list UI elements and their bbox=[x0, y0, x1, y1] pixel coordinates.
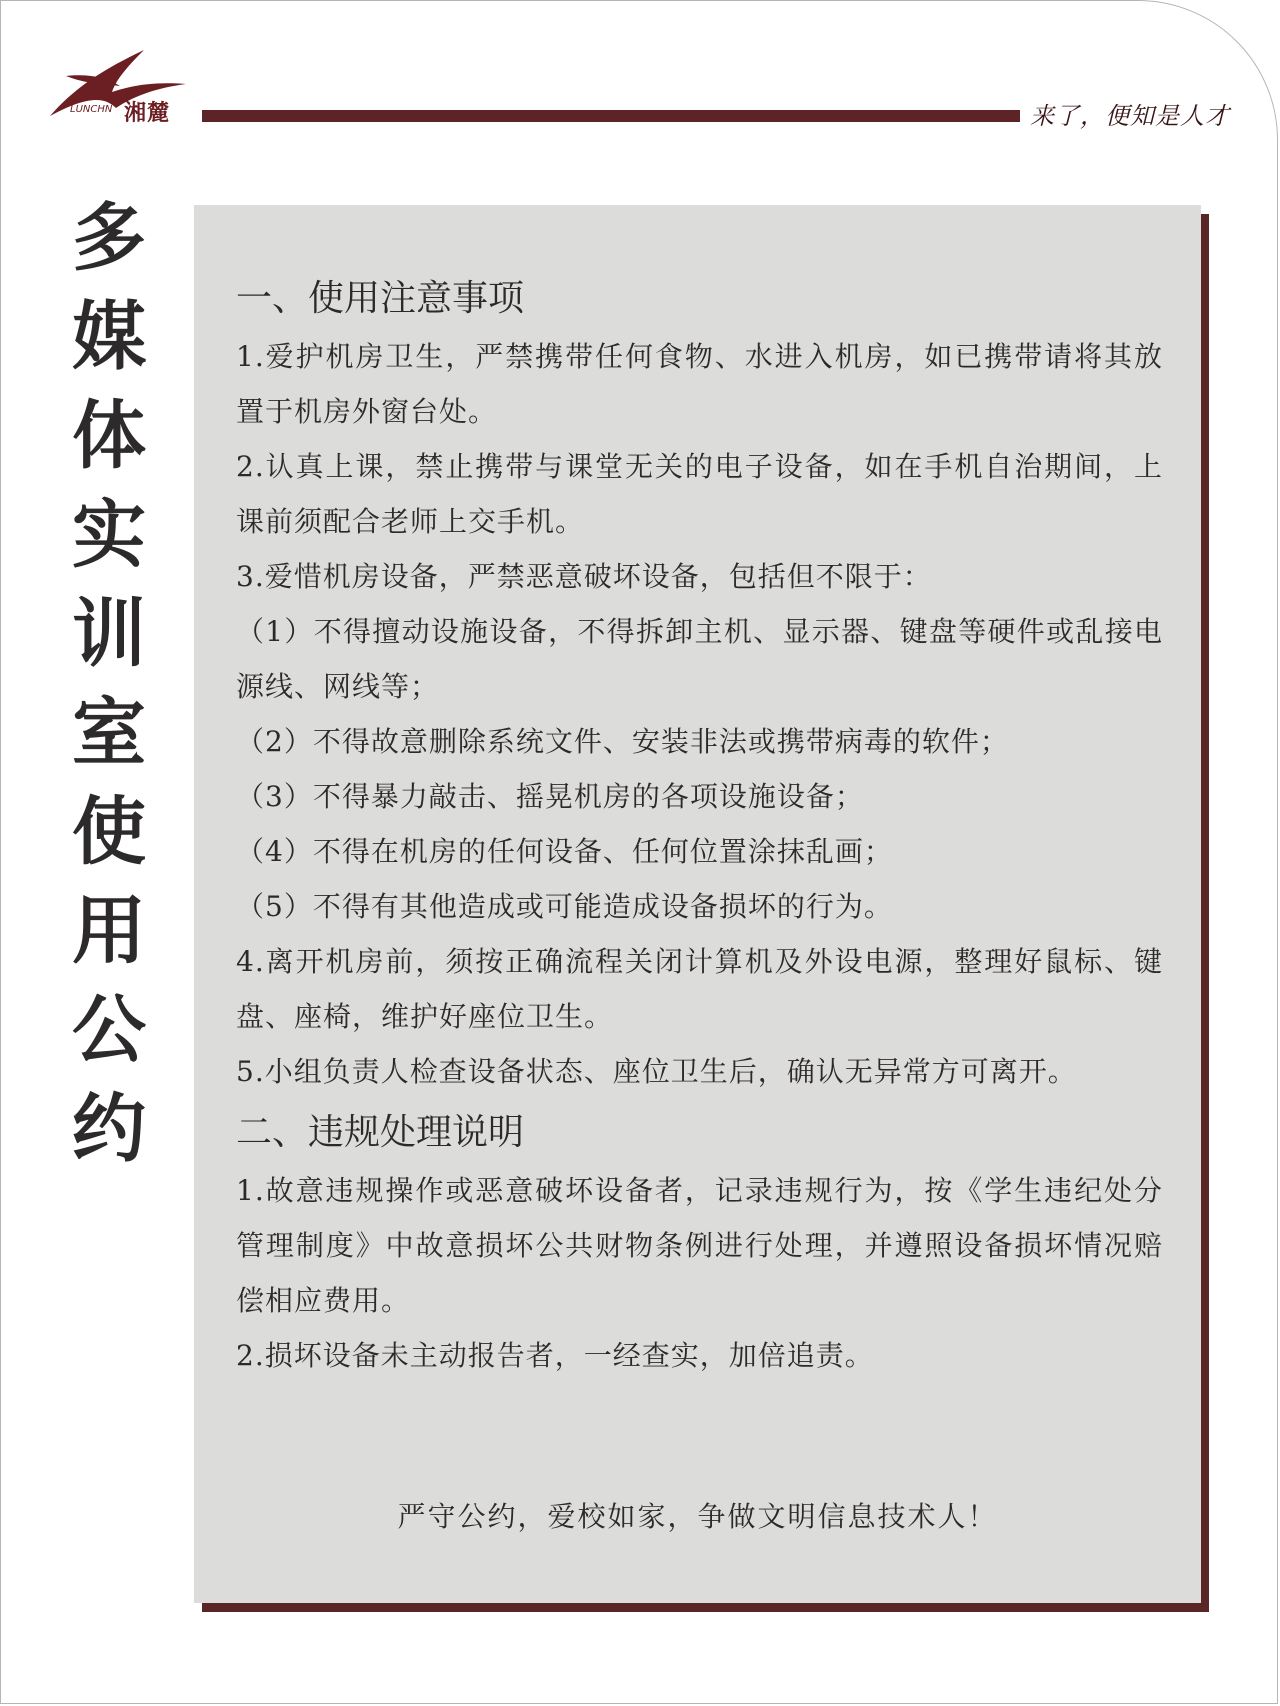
rule-subitem: （3）不得暴力敲击、摇晃机房的各项设施设备； bbox=[236, 780, 864, 813]
logo-chinese-text: 湘麓 bbox=[124, 101, 171, 126]
header-divider-bar bbox=[202, 110, 1020, 122]
rule-subitem: （5）不得有其他造成或可能造成设备损坏的行为。 bbox=[236, 890, 893, 923]
rule-subitem: （4）不得在机房的任何设备、任何位置涂抹乱画； bbox=[236, 835, 893, 868]
section-usage bbox=[236, 271, 1163, 1099]
rule-subitem: （1）不得擅动设施设备，不得拆卸主机、显示器、键盘等硬件或乱接电源线、网线等； bbox=[236, 615, 1163, 703]
logo-emblem-icon bbox=[46, 46, 196, 130]
school-logo bbox=[46, 46, 196, 130]
section-heading: 一、使用注意事项 bbox=[236, 278, 525, 319]
page-title: 多媒体实训室使用公约 bbox=[60, 198, 146, 1188]
header-slogan: 来了，便知是人才 bbox=[1030, 102, 1230, 130]
rule-item: 1.爱护机房卫生，严禁携带任何食物、水进入机房，如已携带请将其放置于机房外窗台处。 bbox=[236, 340, 1163, 428]
rule-item: 1.故意违规操作或恶意破坏设备者，记录违规行为，按《学生违纪处分管理制度》中故意损坏公共财物条例进行处理，并遵照设备损坏情况赔偿相应费用。 bbox=[236, 1174, 1163, 1317]
closing-slogan: 严守公约，爱校如家，争做文明信息技术人！ bbox=[397, 1500, 998, 1533]
section-heading: 二、违规处理说明 bbox=[236, 1112, 525, 1153]
rule-item: 5.小组负责人检查设备状态、座位卫生后，确认无异常方可离开。 bbox=[236, 1055, 1077, 1088]
rule-item: 3.爱惜机房设备，严禁恶意破坏设备，包括但不限于： bbox=[236, 560, 932, 593]
content-panel bbox=[194, 205, 1201, 1603]
section-violations bbox=[236, 1105, 1163, 1383]
rule-item: 4.离开机房前，须按正确流程关闭计算机及外设电源，整理好鼠标、键盘、座椅，维护好座位卫生。 bbox=[236, 945, 1163, 1033]
rule-item: 2.认真上课，禁止携带与课堂无关的电子设备，如在手机自治期间，上课前须配合老师上交手机。 bbox=[236, 450, 1163, 538]
rule-item: 2.损坏设备未主动报告者，一经查实，加倍追责。 bbox=[236, 1339, 874, 1372]
logo-english-text: LUNCHN bbox=[70, 104, 113, 115]
rule-subitem: （2）不得故意删除系统文件、安装非法或携带病毒的软件； bbox=[236, 725, 1009, 758]
